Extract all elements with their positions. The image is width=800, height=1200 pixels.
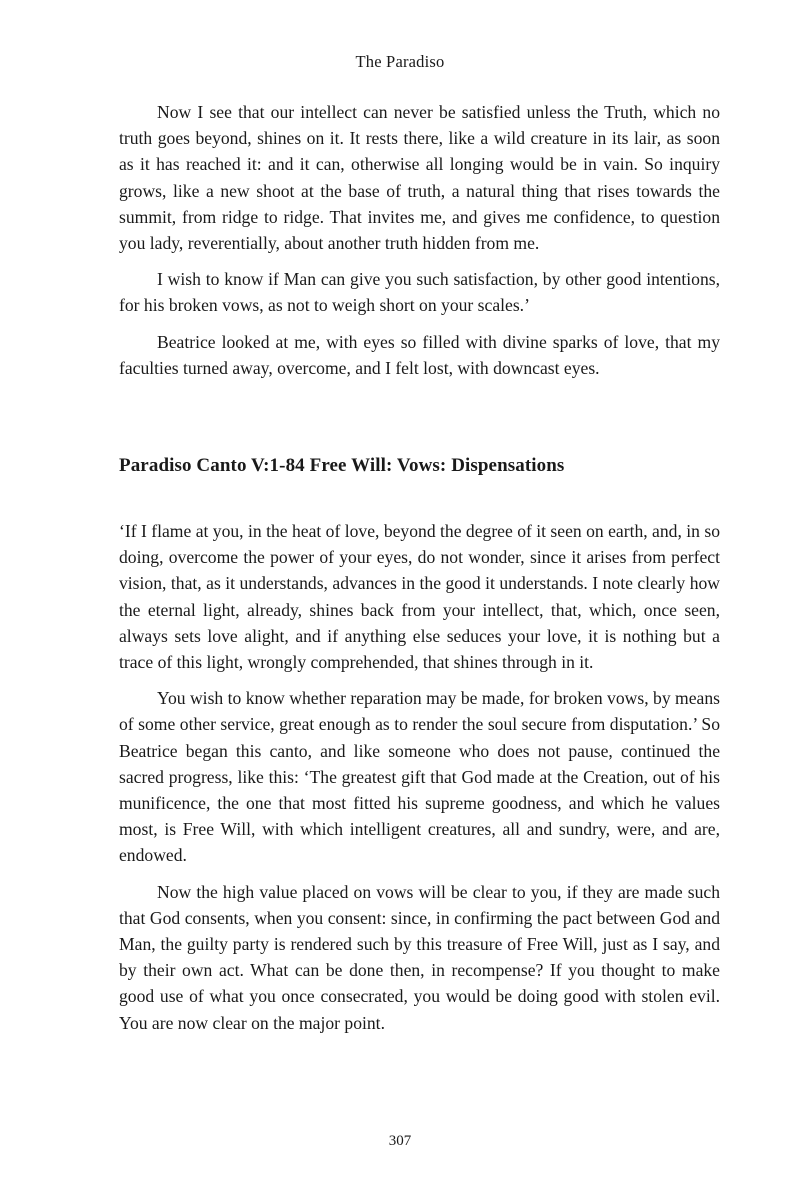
text-block-1 (119, 99, 720, 381)
paragraph: Now the high value placed on vows will be clear to you, if they are made such that God consents, when you consent: since, in confirming the pact between God and Man, the guilty party is rendered such by this treasure of Free Will, just as I say, and by their own act. What can be done then, in recompense? If you thought to make good use of what you once consecrated, you would be doing good with stolen evil. You are now clear on the major point. (119, 881, 720, 1033)
paragraph: I wish to know if Man can give you such satisfaction, by other good intentions, for his broken vows, as not to weigh short on your scales.’ (119, 269, 720, 316)
paragraph: ‘If I flame at you, in the heat of love, beyond the degree of it seen on earth, and, in so doing, overcome the power of your eyes, do not wonder, since it arises from perfect vision, that, as it understands, advances in the good it understands. I note clearly how the eternal light, already, shines back from your intellect, that, which, once seen, always sets love alight, and if anything else seduces your love, it is nothing but a trace of this light, wrongly comprehended, that shines through in it. (119, 521, 720, 673)
text-block-2 (119, 518, 720, 1036)
paragraph: Beatrice looked at me, with eyes so filled with divine sparks of love, that my faculties turned away, overcome, and I felt lost, with downcast eyes. (119, 331, 720, 378)
paragraph: Now I see that our intellect can never be satisfied unless the Truth, which no truth goes beyond, shines on it. It rests there, like a wild creature in its lair, as soon as it has reached it: and it can, otherwise all longing would be in vain. So inquiry grows, like a new shoot at the base of truth, a natural thing that rises towards the summit, from ridge to ridge. That invites me, and gives me confidence, to question you lady, reverentially, about another truth hidden from me. (119, 102, 720, 254)
paragraph: You wish to know whether reparation may be made, for broken vows, by means of some other service, great enough as to render the soul secure from disputation.’ So Beatrice began this canto, and like someone who does not pause, continued the sacred progress, like this: ‘The greatest gift that God made at the Creation, out of his munificence, the one that most fitted his supreme goodness, and which he values most, is Free Will, with which intelligent creatures, all and sundry, were, and are, endowed. (119, 688, 720, 866)
section-heading: Paradiso Canto V:1-84 Free Will: Vows: Dispensations (119, 455, 565, 476)
running-head: The Paradiso (355, 52, 445, 71)
page-number: 307 (388, 1133, 412, 1149)
